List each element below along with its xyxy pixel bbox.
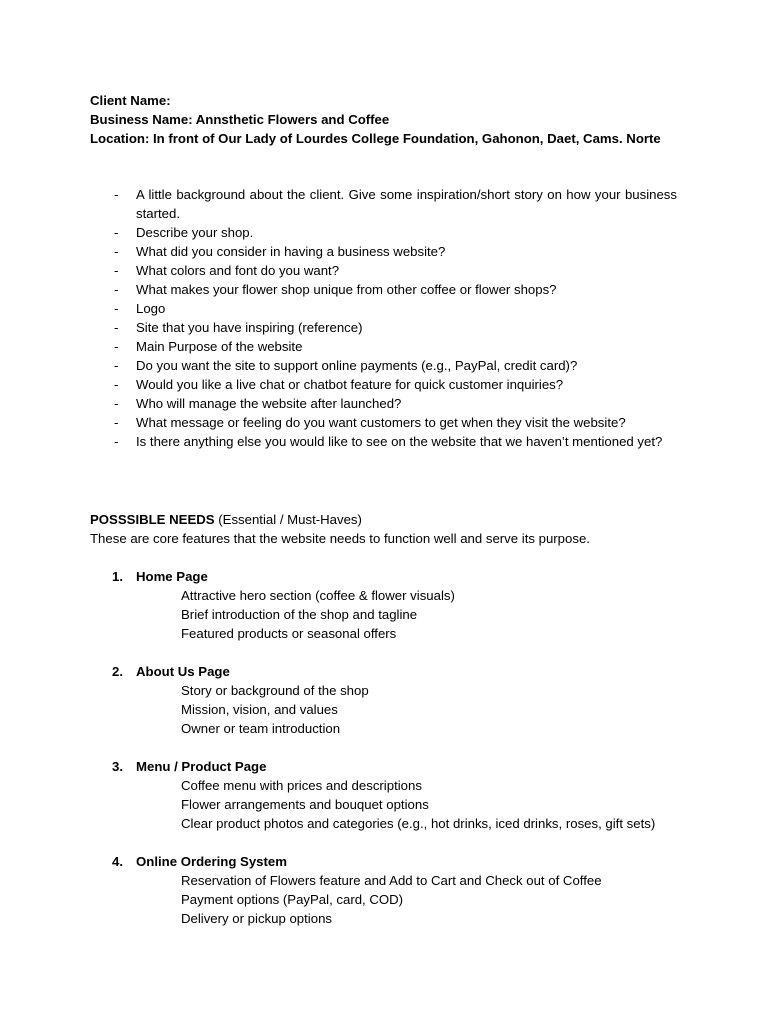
bullet-dash: - <box>114 282 119 297</box>
location: Location: In front of Our Lady of Lourdes College Foundation, Gahonon, Daet, Cams. Norte <box>90 131 661 146</box>
section-item: Featured products or seasonal offers <box>181 626 397 641</box>
question-text: Site that you have inspiring (reference) <box>136 320 363 335</box>
question-item <box>90 223 677 242</box>
section-item: Story or background of the shop <box>181 683 369 698</box>
question-text: A little background about the client. Give some inspiration/short story on how your business started. <box>136 187 677 221</box>
business-name: Business Name: Annsthetic Flowers and Coffee <box>90 112 390 127</box>
bullet-dash: - <box>114 415 119 430</box>
question-text: Who will manage the website after launched? <box>136 396 402 411</box>
section-item: Owner or team introduction <box>181 721 341 736</box>
section-item: Payment options (PayPal, card, COD) <box>181 892 404 907</box>
question-text: Logo <box>136 301 166 316</box>
question-item <box>90 356 677 375</box>
question-text: Main Purpose of the website <box>136 339 303 354</box>
bullet-dash: - <box>114 358 119 373</box>
bullet-dash: - <box>114 301 119 316</box>
question-item <box>90 318 677 337</box>
section-item: Coffee menu with prices and descriptions <box>181 778 422 793</box>
client-header <box>90 91 677 148</box>
question-item <box>90 337 677 356</box>
needs-title: POSSSIBLE NEEDS <box>90 512 215 527</box>
question-item <box>90 185 677 223</box>
section-number: 2. <box>112 664 123 679</box>
possible-needs-intro <box>90 510 690 548</box>
section-item: Flower arrangements and bouquet options <box>181 797 429 812</box>
question-item <box>90 394 677 413</box>
section-heading <box>90 852 710 871</box>
question-item <box>90 432 677 451</box>
bullet-dash: - <box>114 263 119 278</box>
bullet-dash: - <box>114 187 119 202</box>
question-item <box>90 299 677 318</box>
bullet-dash: - <box>114 244 119 259</box>
question-item <box>90 375 677 394</box>
question-item <box>90 280 677 299</box>
question-item <box>90 242 677 261</box>
question-text: Do you want the site to support online payments (e.g., PayPal, credit card)? <box>136 358 578 373</box>
bullet-dash: - <box>114 339 119 354</box>
bullet-dash: - <box>114 320 119 335</box>
section-item: Delivery or pickup options <box>181 911 332 926</box>
question-text: Would you like a live chat or chatbot feature for quick customer inquiries? <box>136 377 564 392</box>
bullet-dash: - <box>114 225 119 240</box>
section-number: 4. <box>112 854 123 869</box>
section-heading <box>90 662 710 681</box>
section-item: Brief introduction of the shop and tagline <box>181 607 418 622</box>
needs-section <box>90 567 710 643</box>
question-text: Is there anything else you would like to see on the website that we haven’t mentioned yet? <box>136 434 663 449</box>
section-item: Attractive hero section (coffee & flower visuals) <box>181 588 455 603</box>
question-text: Describe your shop. <box>136 225 254 240</box>
section-heading <box>90 757 710 776</box>
section-heading <box>90 567 710 586</box>
bullet-dash: - <box>114 396 119 411</box>
bullet-dash: - <box>114 434 119 449</box>
needs-section <box>90 757 710 833</box>
question-text: What message or feeling do you want customers to get when they visit the website? <box>136 415 626 430</box>
section-item: Reservation of Flowers feature and Add to Cart and Check out of Coffee <box>181 873 602 888</box>
section-number: 3. <box>112 759 123 774</box>
question-text: What makes your flower shop unique from other coffee or flower shops? <box>136 282 557 297</box>
section-title: Online Ordering System <box>136 854 287 869</box>
bullet-dash: - <box>114 377 119 392</box>
needs-description: These are core features that the website needs to function well and serve its purpose. <box>90 531 590 546</box>
question-text: What colors and font do you want? <box>136 263 340 278</box>
needs-section <box>90 852 710 928</box>
question-item <box>90 413 677 432</box>
question-item <box>90 261 677 280</box>
needs-heading <box>90 510 690 529</box>
question-text: What did you consider in having a business website? <box>136 244 446 259</box>
section-item: Clear product photos and categories (e.g., hot drinks, iced drinks, roses, gift sets) <box>181 816 656 831</box>
needs-sections <box>90 567 710 947</box>
needs-section <box>90 662 710 738</box>
section-item: Mission, vision, and values <box>181 702 338 717</box>
section-title: Home Page <box>136 569 208 584</box>
section-title: About Us Page <box>136 664 230 679</box>
section-title: Menu / Product Page <box>136 759 267 774</box>
needs-subtitle: (Essential / Must-Haves) <box>214 512 362 527</box>
client-name-label: Client Name: <box>90 93 171 108</box>
section-number: 1. <box>112 569 123 584</box>
question-list <box>90 185 677 451</box>
